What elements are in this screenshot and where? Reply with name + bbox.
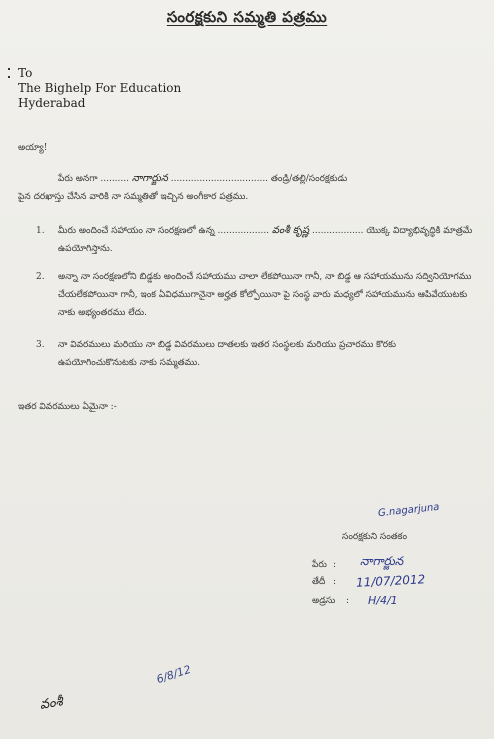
point-3-text: నా వివరములు మరియు నా బిడ్డ వివరములు దాతలకు ఇతర సంస్థలకు మరియు ప్రచారము కొరకు ఉపయోగించుకొనుటకు నాకు సమ్మతము. (58, 340, 396, 368)
name-line-prefix: పేరు అనగా .......... (58, 174, 129, 184)
letter-page: సంరక్షకుని సమ్మతి పత్రము To The Bighelp For Education Hyderabad అయ్యా! పేరు అనగా .......... నాగార్జున .................................. తండ్రి/తల్లి/సంరక్షకుడు పైన దరఖాస్తు చేసిన వారికి నా సమ్మతితో ఇచ్చిన అంగీకార పత్రము. 1. మీరు అందించే సహాయం నా సంరక్షణలో ఉన్న .................. వంశీ కృష్ణ .................. యొక్క విద్యాభివృద్ధికి మాత్రమే ఉపయోగిస్తాను. 2. అన్నా నా సంరక్షణలోని బిడ్డకు అందించే సహాయము చాలా లేకపోయినా గానీ, నా బిడ్డ ఆ సహాయమును సద్వినియోగము చేయలేకపోయినా గానీ, ఇంక ఏవిధముగానైనా అర్హత కోల్పోయినా పై సంస్థ వారు మధ్యలో సహాయమును ఆపివేయుటకు నాకు అభ్యంతరము లేదు. 3. నా వివరములు మరియు నా బిడ్డ వివరములు దాతలకు ఇతర సంస్థలకు మరియు ప్రచారము కొరకు ఉపయోగించుకొనుటకు నాకు సమ్మతము. ఇతర వివరములు ఏమైనా :- G.nagarjuna సంరక్షకుని సంతకం పేరు : నాగార్జున తేదీ : 11/07/2012 అడ్రసు : H/4/1 6/8/12 వంశీ (0, 0, 494, 739)
margin-date-note: 6/8/12 (154, 662, 193, 687)
margin-initials-note: వంశీ (38, 694, 64, 713)
field-date-label: తేదీ (312, 577, 326, 587)
field-date-value: 11/07/2012 (355, 572, 426, 590)
field-address-value: H/4/1 (368, 594, 398, 607)
point-number: 1. (36, 226, 45, 236)
name-line (58, 172, 347, 186)
point-2-text: అన్నా నా సంరక్షణలోని బిడ్డకు అందించే సహాయము చాలా లేకపోయినా గానీ, నా బిడ్డ ఆ సహాయమును సద్వినియోగము చేయలేకపోయినా గానీ, ఇంక ఏవిధముగానైనా అర్హత కోల్పోయినా పై సంస్థ వారు మధ్యలో సహాయమును ఆపివేయుటకు నాకు అభ్యంతరము లేదు. (58, 272, 472, 318)
letter-title: సంరక్షకుని సమ్మతి పత్రము (166, 8, 328, 26)
salutation: అయ్యా! (18, 143, 48, 153)
recipient-org: The Bighelp For Education (18, 81, 182, 95)
name-line-2: పైన దరఖాస్తు చేసిన వారికి నా సమ్మతితో ఇచ్చిన అంగీకార పత్రము. (18, 192, 249, 202)
other-details-label: ఇతర వివరములు ఏమైనా :- (18, 402, 117, 412)
field-address-label: అడ్రసు (312, 596, 336, 606)
consent-point-3 (36, 336, 476, 372)
point-1-text-a: మీరు అందించే సహాయం నా సంరక్షణలో ఉన్న .................. (58, 226, 270, 236)
filled-child-name: వంశీ కృష్ణ (271, 225, 310, 236)
to-label: To (18, 66, 33, 80)
consent-point-1 (36, 222, 476, 258)
point-1-text-b: .................. యొక్క విద్యాభివృద్ధికి మాత్రమే ఉపయోగిస్తాను. (58, 226, 473, 254)
point-number: 2. (36, 272, 45, 282)
scan-mark (8, 68, 10, 70)
guardian-signature: G.nagarjuna (377, 501, 440, 520)
recipient-city: Hyderabad (18, 96, 86, 110)
field-name-value: నాగార్జున (360, 554, 404, 568)
point-number: 3. (36, 340, 45, 350)
scan-mark (8, 76, 10, 78)
signature-caption: సంరక్షకుని సంతకం (342, 532, 408, 542)
name-line-suffix: .................................. తండ్రి/తల్లి/సంరక్షకుడు (170, 174, 348, 184)
field-name-label: పేరు (312, 560, 327, 570)
consent-point-2 (36, 268, 476, 322)
filled-guardian-name: నాగార్జున (131, 173, 168, 184)
